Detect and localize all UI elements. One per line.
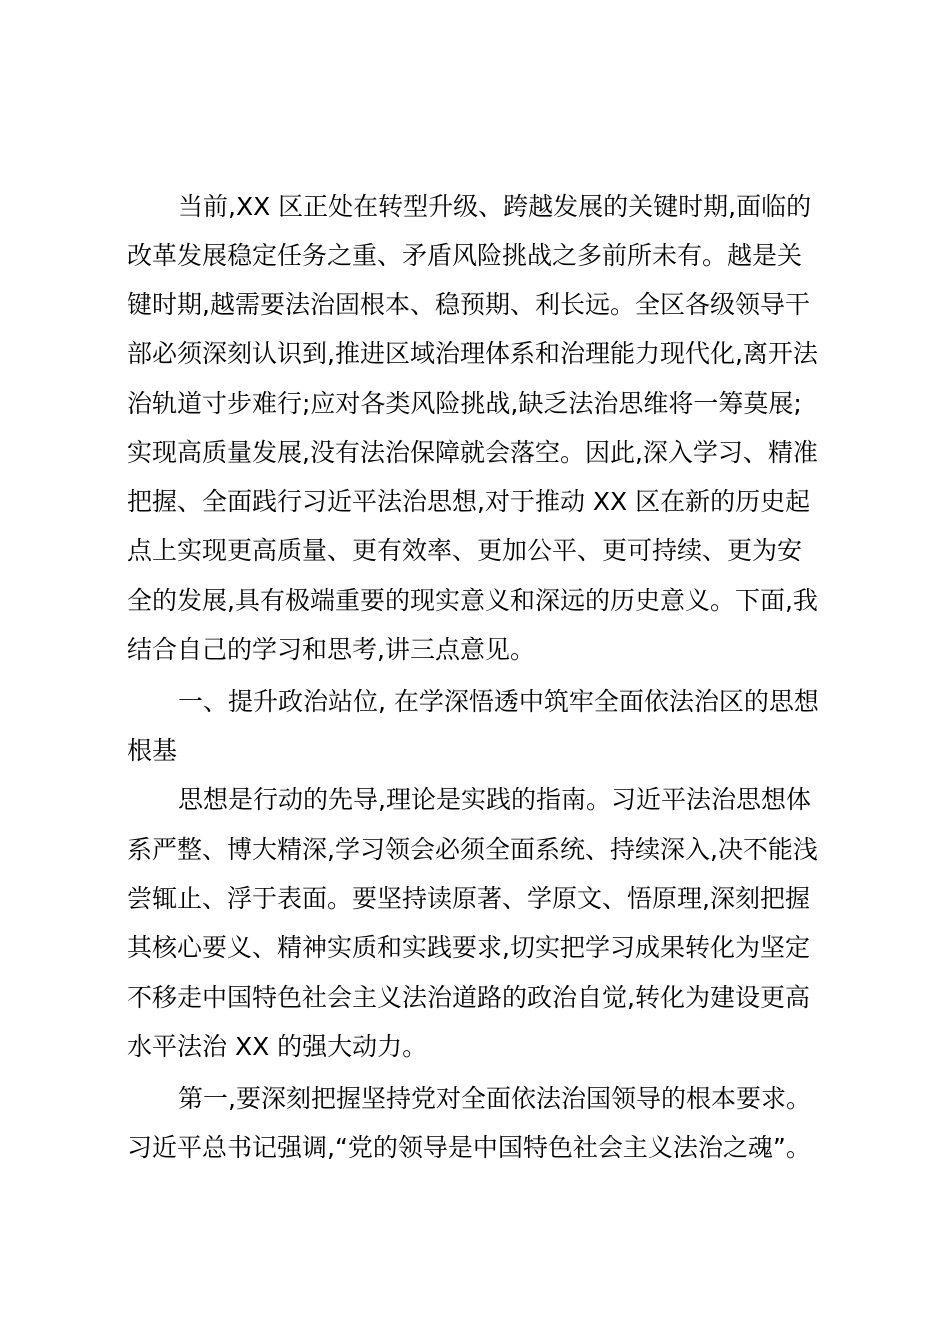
text-line: 实现高质量发展,没有法治保障就会落空。因此,深入学习、精准 xyxy=(127,438,818,467)
text-line: 习近平总书记强调,“党的领导是中国特色社会主义法治之魂”。 xyxy=(127,1133,811,1162)
text-line: 思想是行动的先导,理论是实践的指南。习近平法治思想体 xyxy=(178,785,811,814)
text-line: 第一,要深刻把握坚持党对全面依法治国领导的根本要求。 xyxy=(178,1084,811,1113)
text-line: 结合自己的学习和思考,讲三点意见。 xyxy=(127,635,535,664)
text-line: 水平法治 XX 的强大动力。 xyxy=(127,1032,428,1061)
text-line: 点上实现更高质量、更有效率、更加公平、更可持续、更为安 xyxy=(127,536,803,565)
text-line: 全的发展,具有极端重要的现实意义和深远的历史意义。下面,我 xyxy=(127,586,818,615)
section-heading: 一、提升政治站位, 在学深悟透中筑牢全面依法治区的思想 xyxy=(178,687,819,716)
text-line: 其核心要义、精神实质和实践要求,切实把学习成果转化为坚定 xyxy=(127,933,810,962)
text-line: 治轨道寸步难行;应对各类风险挑战,缺乏法治思维将一筹莫展; xyxy=(127,389,802,418)
text-line: 当前,XX 区正处在转型升级、跨越发展的关键时期,面临的 xyxy=(178,192,812,221)
text-line: 不移走中国特色社会主义法治道路的政治自觉,转化为建设更高 xyxy=(127,983,810,1012)
text-line: 系严整、博大精深,学习领会必须全面系统、持续深入,决不能浅 xyxy=(127,835,818,864)
text-line: 键时期,越需要法治固根本、稳预期、利长远。全区各级领导干 xyxy=(127,290,810,319)
text-line: 把握、全面践行习近平法治思想,对于推动 XX 区在新的历史起 xyxy=(127,487,811,516)
text-line: 改革发展稳定任务之重、矛盾风险挑战之多前所未有。越是关 xyxy=(127,241,803,270)
text-line: 部必须深刻认识到,推进区域治理体系和治理能力现代化,离开法 xyxy=(127,339,818,368)
section-heading-continued: 根基 xyxy=(127,736,178,765)
text-line: 尝辄止、浮于表面。要坚持读原著、学原文、悟原理,深刻把握 xyxy=(127,884,810,913)
